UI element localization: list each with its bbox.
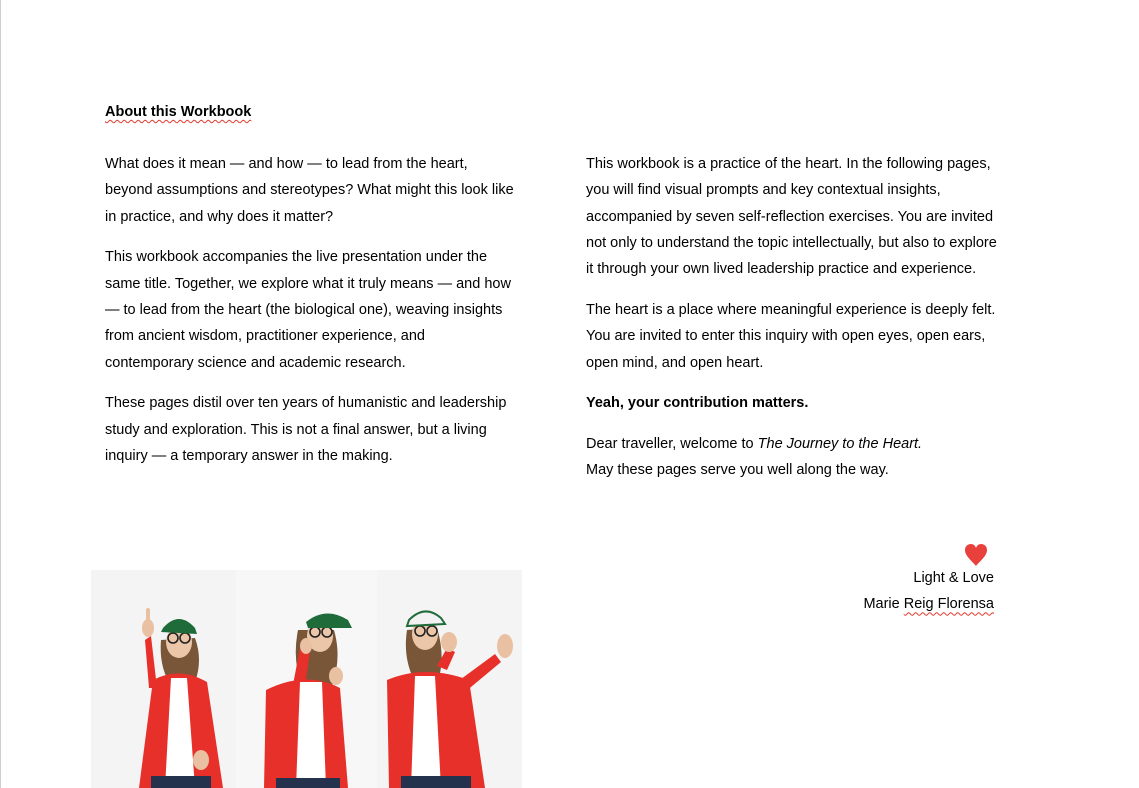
workbook-title: The Journey to the Heart. xyxy=(757,436,923,453)
signoff-greeting: Light & Love xyxy=(913,570,994,586)
left-column xyxy=(105,151,515,484)
right-paragraph-2: The heart is a place where meaningful experience is deeply felt. You are invited to enter this inquiry with open eyes, open ears, open mind, and open heart. xyxy=(586,301,996,371)
heart-icon xyxy=(963,543,989,567)
signoff-first-name: Marie xyxy=(863,596,904,613)
emphasis-line: Yeah, your contribution matters. xyxy=(586,395,809,412)
signoff xyxy=(863,565,994,618)
welcome-prefix: Dear traveller, welcome to xyxy=(586,436,758,453)
left-paragraph-1: What does it mean — and how — to lead from the heart, beyond assumptions and stereotypes? What might this look like in practice, and why does it matter? xyxy=(105,156,514,225)
photo-gesturing xyxy=(377,570,522,788)
welcome-paragraph xyxy=(586,431,998,484)
right-paragraph-1: This workbook is a practice of the heart. In the following pages, you will find visual prompts and key contextual insights, accompanied by seven self-reflection exercises. You are invited not only to understand the topic intellectually, but also to explore it through your own lived leadership practice and experience. xyxy=(586,156,997,278)
photo-hand-at-head xyxy=(236,570,377,788)
left-paragraph-3: These pages distil over ten years of humanistic and leadership study and exploration. This is not a final answer, but a living inquiry — a temporary answer in the making. xyxy=(105,395,507,464)
photo-pointing-up xyxy=(91,570,236,788)
photo-strip xyxy=(91,570,522,788)
left-paragraph-2: This workbook accompanies the live presentation under the same title. Together, we explore what it truly means — and how — to lead from the heart (the biological one), weaving insights from ancient wisdom, practitioner experience, and contemporary science and academic research. xyxy=(105,249,511,371)
page-edge xyxy=(0,0,1,788)
page-title: About this Workbook xyxy=(105,104,252,120)
signoff-last-name: Reig Florensa xyxy=(903,596,994,613)
closing-line: May these pages serve you well along the way. xyxy=(586,462,889,479)
right-column xyxy=(586,151,998,498)
signoff-name xyxy=(863,591,994,617)
